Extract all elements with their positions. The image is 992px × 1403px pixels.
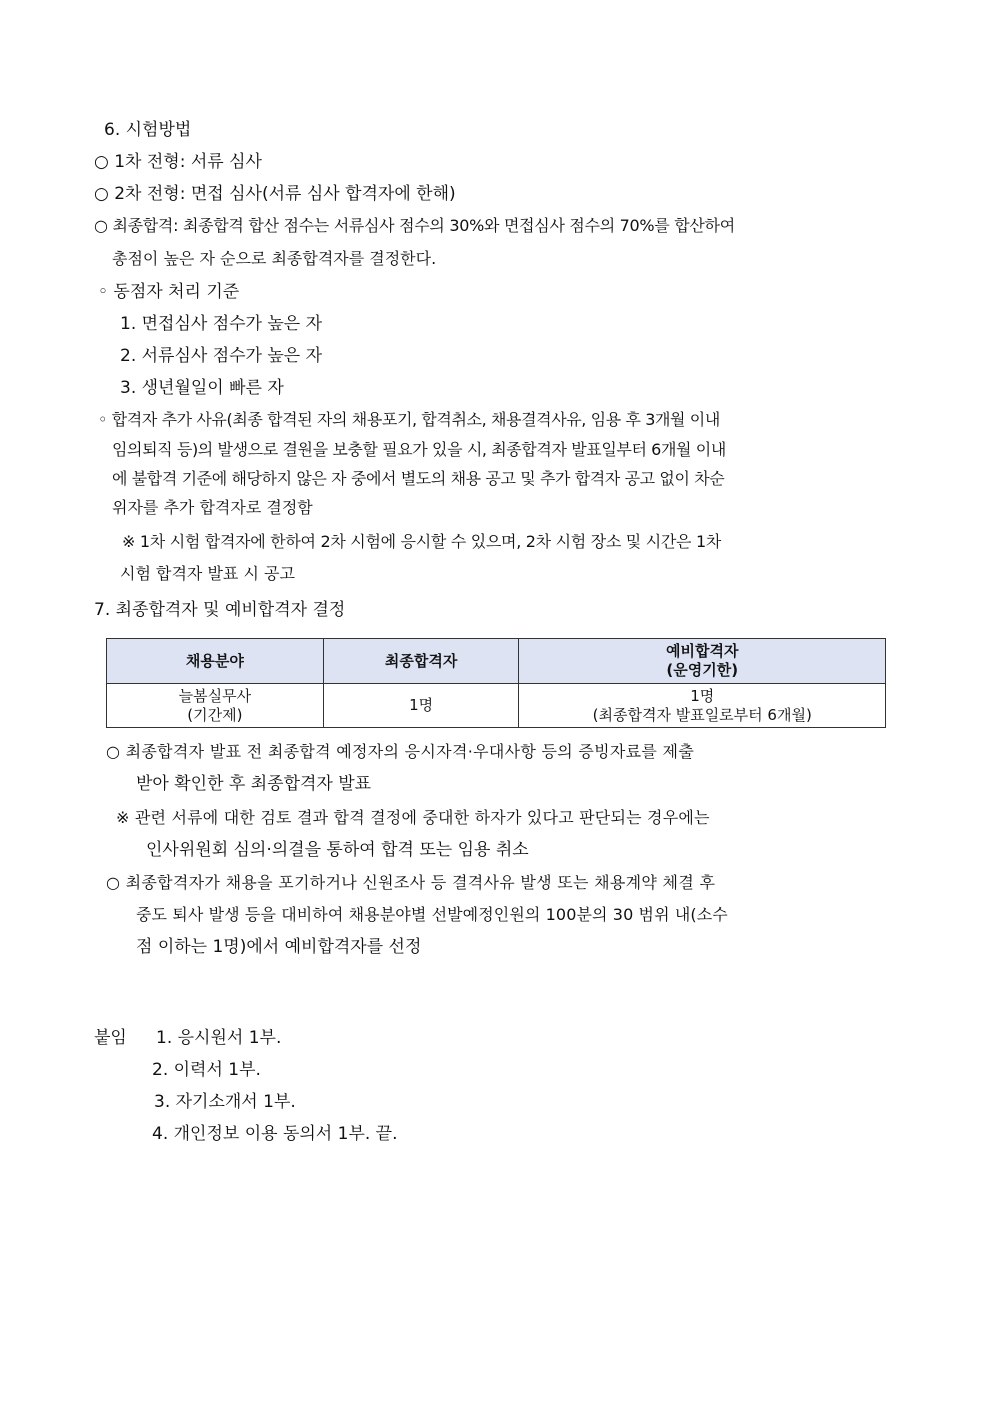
section6-heading: 6. 시험방법 [104,120,192,140]
cell-field [107,684,324,728]
tie-item-3: 3. 생년월일이 빠른 자 [120,378,284,398]
additional-line3: 에 불합격 기준에 해당하지 않은 자 중에서 별도의 채용 공고 및 추가 합격자 공고 없이 차순 [112,469,725,488]
cell-reserve-period: (최종합격자 발표일로부터 6개월) [592,705,812,724]
section7-p1-line2: 받아 확인한 후 최종합격자 발표 [136,774,372,794]
attachment-item-1: 1. 응시원서 1부. [156,1028,282,1048]
stage1-text: ○ 1차 전형: 서류 심사 [94,152,262,172]
tie-item-2: 2. 서류심사 점수가 높은 자 [120,346,323,366]
table-header-row [107,639,886,684]
section6-note-line1: ※ 1차 시험 합격자에 한하여 2차 시험에 응시할 수 있으며, 2차 시험 장소 및 시간은 1차 [122,532,722,551]
recruitment-table [106,638,886,728]
header-final: 최종합격자 [323,639,519,684]
tie-heading: ◦ 동점자 처리 기준 [98,282,240,302]
header-reserve [519,639,886,684]
table-row [107,684,886,728]
section7-p2-line1: ○ 최종합격자가 채용을 포기하거나 신원조사 등 결격사유 발생 또는 채용계약 체결 후 [106,873,716,892]
tie-item-1: 1. 면접심사 점수가 높은 자 [120,314,323,334]
final-pass-line1: ○ 최종합격: 최종합격 합산 점수는 서류심사 점수의 30%와 면접심사 점수의 70%를 합산하여 [94,216,735,235]
section7-p2-line3: 점 이하는 1명)에서 예비합격자를 선정 [136,937,422,957]
cell-reserve-count: 1명 [690,686,715,705]
stage2-text: ○ 2차 전형: 면접 심사(서류 심사 합격자에 한해) [94,184,456,204]
cell-reserve [519,684,886,728]
header-reserve-title: 예비합격자 [666,642,739,660]
section7-note-line1: ※ 관련 서류에 대한 검토 결과 합격 결정에 중대한 하자가 있다고 판단되는 경우에는 [116,808,710,827]
additional-line4: 위자를 추가 합격자로 결정함 [112,498,313,517]
additional-line1: ◦ 합격자 추가 사유(최종 합격된 자의 채용포기, 합격취소, 채용결격사유, 임용 후 3개월 이내 [98,410,720,429]
attachments-label: 붙임 [94,1028,127,1048]
header-reserve-period: (운영기한) [666,661,739,679]
header-field: 채용분야 [107,639,324,684]
section6-note-line2: 시험 합격자 발표 시 공고 [120,564,295,583]
cell-field-line1: 늘봄실무사 [178,686,252,705]
attachment-item-3: 3. 자기소개서 1부. [154,1092,296,1112]
section7-heading: 7. 최종합격자 및 예비합격자 결정 [94,600,346,620]
section7-note-line2: 인사위원회 심의·의결을 통하여 합격 또는 임용 취소 [146,840,529,860]
section7-p2-line2: 중도 퇴사 발생 등을 대비하여 채용분야별 선발예정인원의 100분의 30 범위 내(소수 [136,905,728,924]
attachment-item-4: 4. 개인정보 이용 동의서 1부. 끝. [152,1124,398,1144]
attachment-item-2: 2. 이력서 1부. [152,1060,261,1080]
cell-field-line2: (기간제) [187,705,243,724]
cell-final-count: 1명 [323,684,519,728]
final-pass-line2: 총점이 높은 자 순으로 최종합격자를 결정한다. [112,249,437,268]
section7-p1-line1: ○ 최종합격자 발표 전 최종합격 예정자의 응시자격·우대사항 등의 증빙자료를 제출 [106,742,695,761]
additional-line2: 임의퇴직 등)의 발생으로 결원을 보충할 필요가 있을 시, 최종합격자 발표일부터 6개월 이내 [112,440,726,459]
